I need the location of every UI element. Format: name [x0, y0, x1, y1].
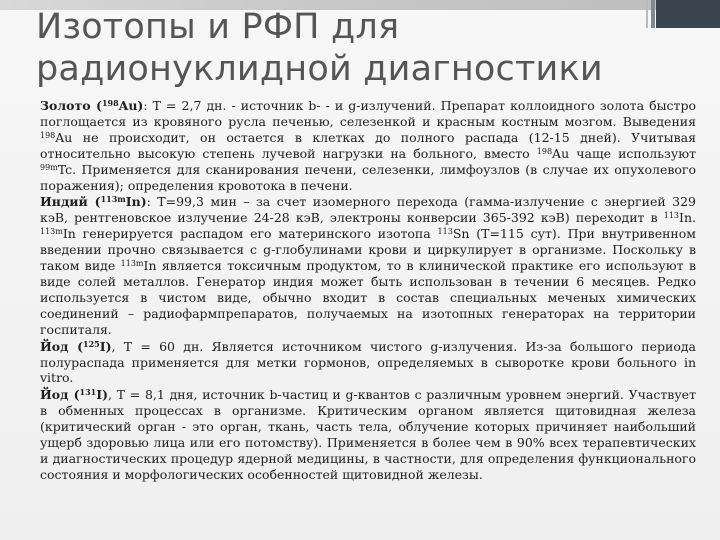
gold-head-text: Золото ( [40, 98, 102, 113]
gold-head-isotope: 198 [101, 98, 119, 108]
corner-decor-block [656, 0, 720, 28]
iodine125-heading [40, 339, 112, 354]
indium-isotope-2: 113m [40, 227, 63, 237]
indium-text-5: In является токсичным продуктом, то в клинической практике его используют в виде солей металлов. Генератор индия может быть использован в течении 6 месяцев. Редко используется в чистом виде, обычно входит в состав специальных меченых химических соединений – радиофармпрепаратов, получаемых на изотопных генераторах на территории госпиталя. [40, 258, 696, 337]
gold-text-3: Au чаще используют [552, 145, 696, 161]
slide-title-line1: Изотопы и РФП для [36, 7, 400, 47]
indium-head-symbol: In) [125, 194, 147, 210]
paragraph-iodine-125 [40, 339, 696, 387]
indium-text-2: In. [679, 210, 696, 226]
paragraph-iodine-131 [40, 387, 696, 482]
iodine131-text-1: , Т = 8,1 дня, источник b-частиц и g-квантов с различным уровнем энергий. Участвует в обменных процессах в организме. Критическим органом является щитовидная железа (критический орган - это орган, ткань, часть тела, облучение которых причиняет наибольший ущерб здоровью лица или его потомству). Применяется в более чем в 90% всех терапевтических и диагностических процедур ядерной медицины, в частности, для определения функционального состояния и морфологических особенностей щитовидной железы. [40, 387, 696, 482]
indium-heading [40, 194, 147, 209]
gold-heading [40, 98, 143, 113]
indium-text-1: : Т=99,3 мин – за счет изомерного перехода (гамма-излучение с энергией 329 кэВ, рентгеновское излучение 24-28 кэВ, электроны конверсии 365-392 кэВ) переходит в [40, 194, 696, 226]
indium-isotope-1: 113 [663, 211, 680, 221]
iodine131-head-symbol: I) [96, 387, 108, 403]
indium-isotope-3: 113 [437, 227, 453, 237]
indium-text-3: In генерируется распадом его материнского изотопа [62, 226, 438, 242]
gold-head-symbol: Au) [118, 98, 144, 113]
gold-isotope-3: 99m [40, 162, 58, 172]
gold-text-2: Au не происходит, он остается в клетках до полного распада (12-15 дней). Учитывая относительно высокую степень лучевой нагрузки на больного, вместо [40, 129, 696, 161]
iodine131-heading [40, 387, 108, 402]
iodine125-head-isotope: 125 [83, 338, 100, 349]
slide-content [40, 98, 696, 484]
iodine131-head-text: Йод ( [40, 387, 80, 403]
gold-isotope-2: 198 [536, 146, 553, 156]
indium-isotope-4: 113m [120, 259, 144, 269]
iodine131-head-isotope: 131 [79, 387, 97, 398]
iodine125-text-1: , Т = 60 дн. Является источником чистого g-излучения. Из-за большого периода полураспада применяется для метки гормонов, определяемых в сыворотке крови больного in vitro. [40, 338, 697, 386]
gold-text-4: Tc. Применяется для сканирования печени, селезенки, лимфоузлов (в случае их опухолевого поражения); определения кровотока в печени. [40, 161, 696, 193]
indium-head-text: Индий ( [40, 194, 101, 210]
slide-title [36, 6, 656, 90]
iodine125-head-symbol: I) [99, 338, 112, 354]
iodine125-head-text: Йод ( [40, 338, 84, 354]
indium-text-4: Sn (Т=115 сут). При внутривенном введении прочно связывается с g-глобулинами крови и циркулирует в организме. Поскольку в таком виде [40, 226, 696, 274]
gold-isotope-1: 198 [40, 130, 56, 140]
paragraph-indium [40, 194, 696, 337]
gold-text-1: : Т = 2,7 дн. - источник b- - и g-излучений. Препарат коллоидного золота быстро поглощается из кровяного русла печенью, селезенкой и красным костным мозгом. Выведения [40, 98, 696, 129]
indium-head-isotope: 113m [100, 194, 126, 205]
slide-title-line2: радионуклидной диагностики [36, 49, 603, 89]
paragraph-gold [40, 98, 696, 193]
